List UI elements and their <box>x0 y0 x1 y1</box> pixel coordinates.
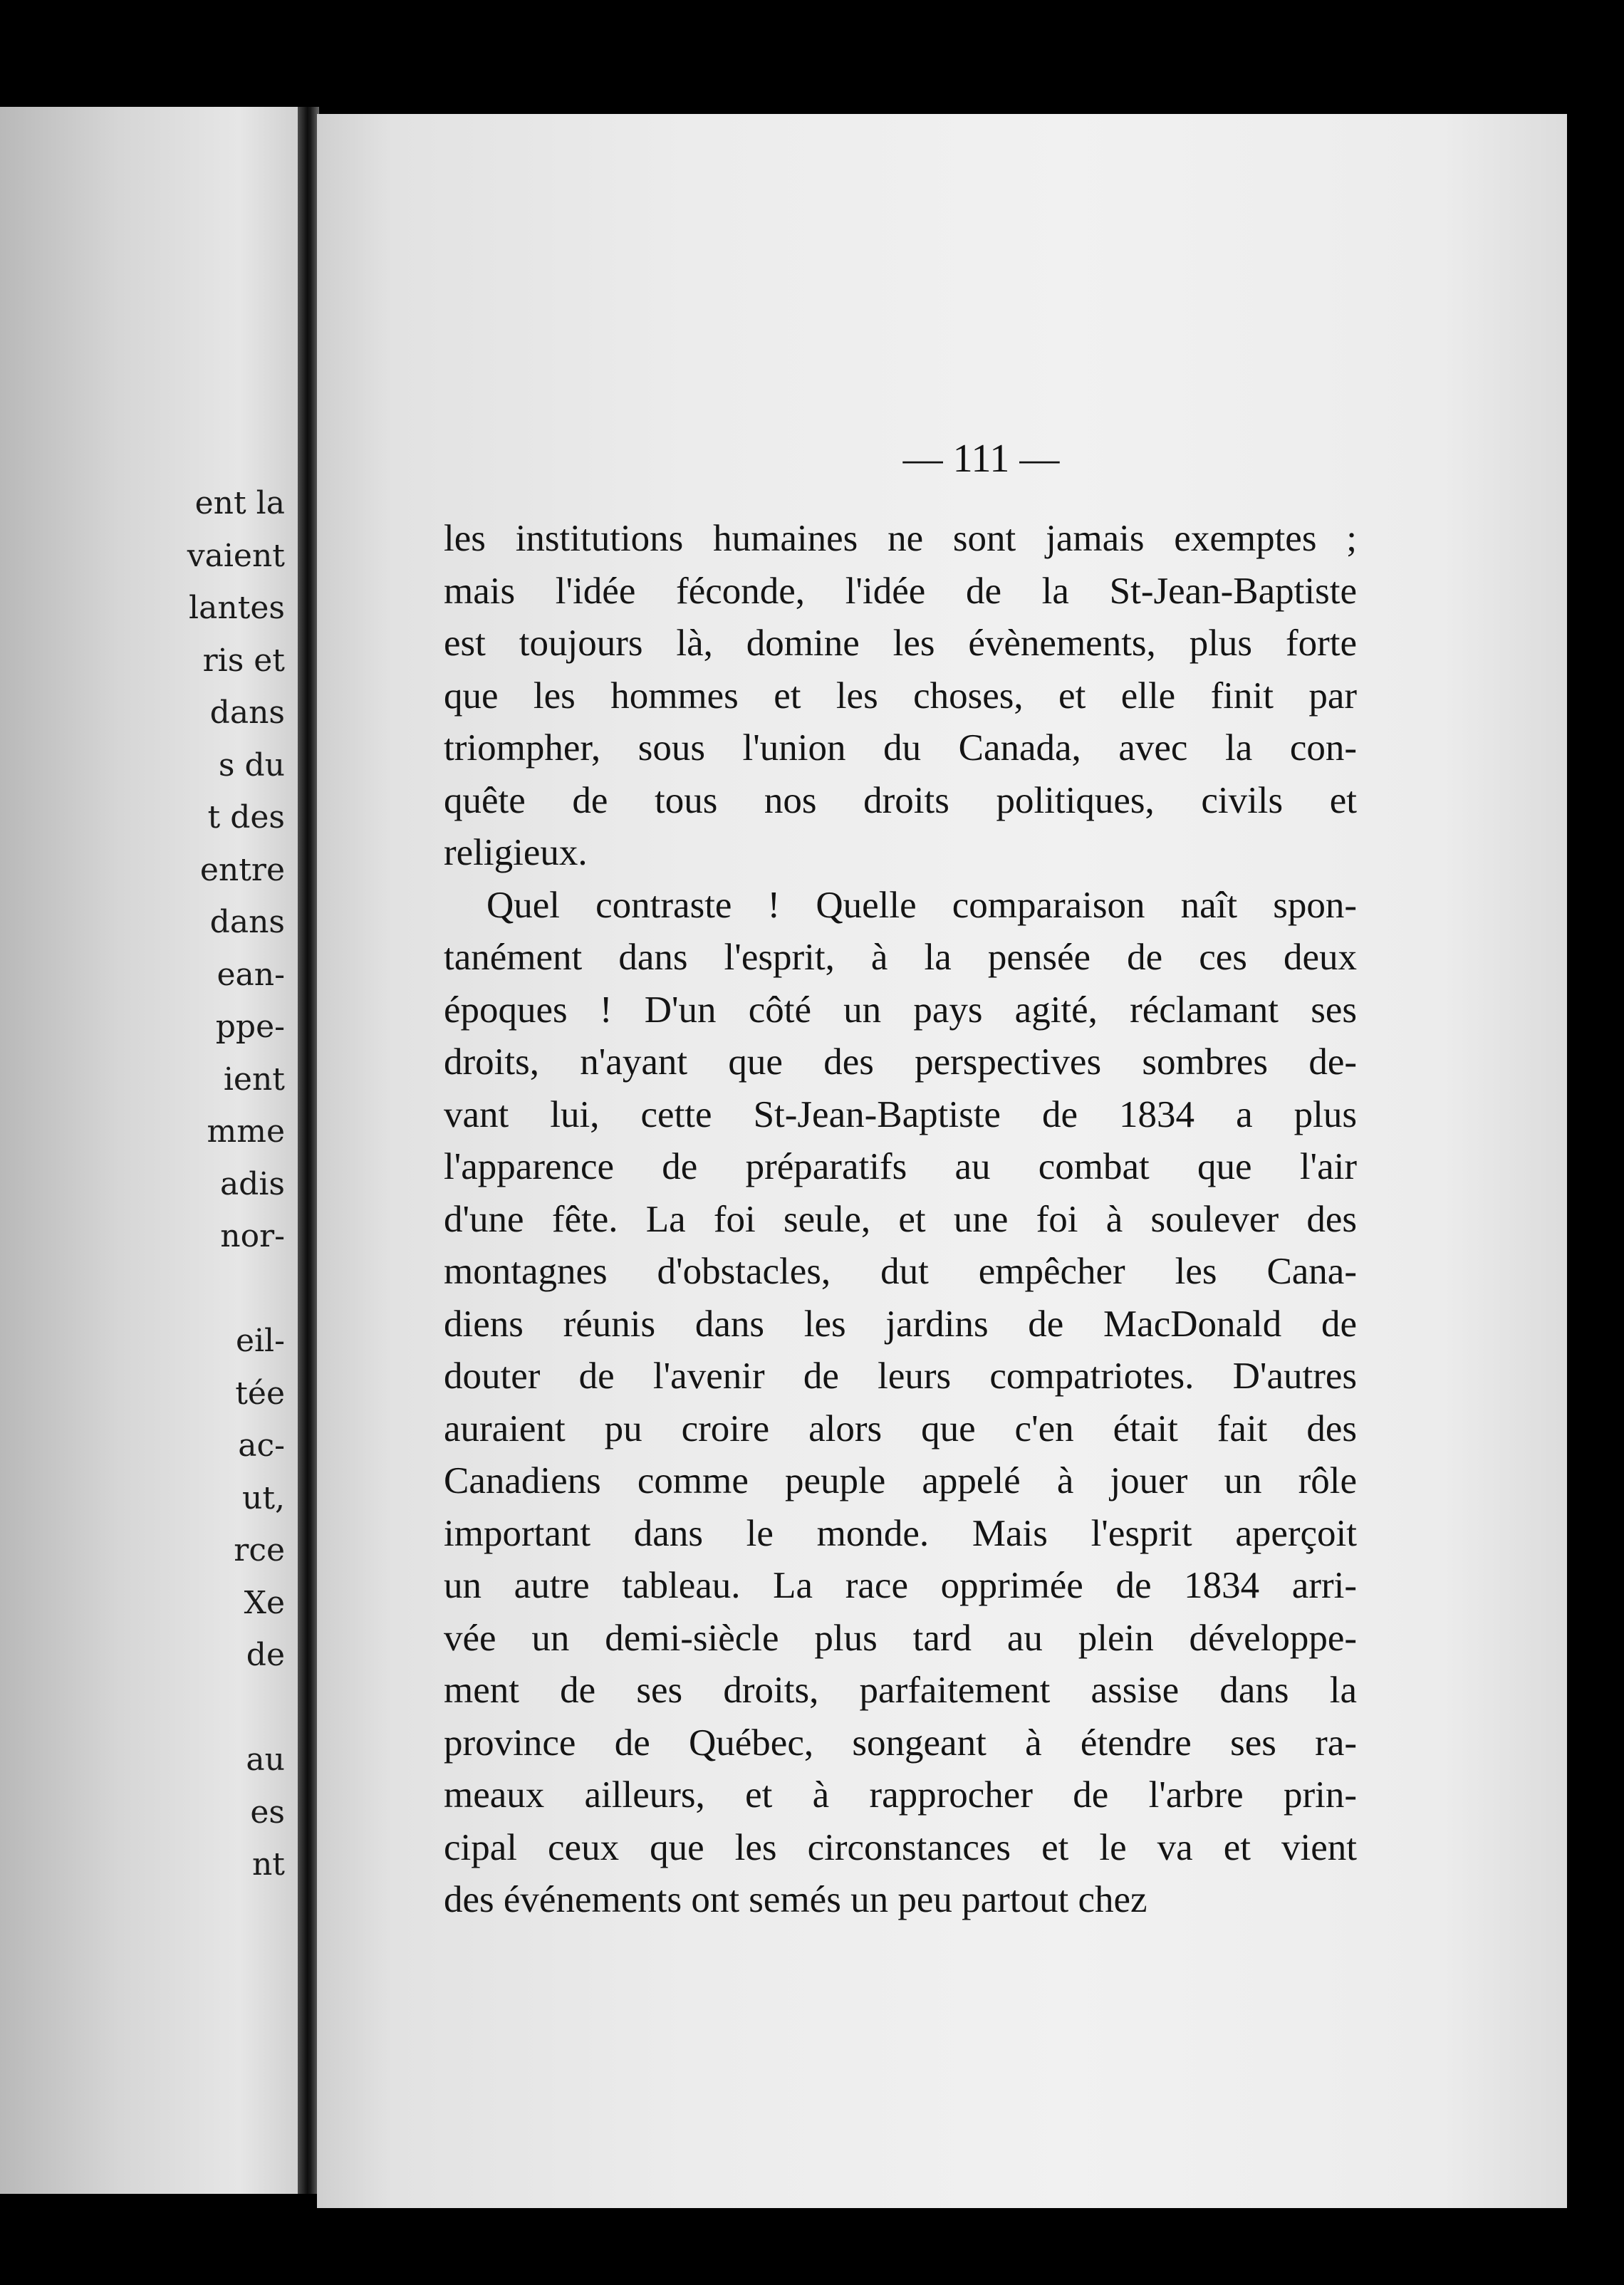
text-line: meaux ailleurs, et à rapprocher de l'arbre prin- <box>444 1774 1357 1816</box>
text-line: province de Québec, songeant à étendre ses ra- <box>444 1722 1357 1764</box>
previous-page-line: vaient <box>187 537 285 574</box>
text-line: est toujours là, domine les évènements, plus forte <box>444 623 1357 664</box>
previous-page-line: mme <box>207 1113 285 1150</box>
text-line: droits, n'ayant que des perspectives sombres de- <box>444 1041 1357 1083</box>
text-line: Quel contraste ! Quelle comparaison naît spon- <box>486 884 1357 926</box>
previous-page-line: t des <box>207 799 285 836</box>
page-number: — 111 — <box>902 437 1060 481</box>
previous-page-line: nor- <box>220 1218 285 1254</box>
previous-page-line: adis <box>219 1165 285 1202</box>
text-line: des événements ont semés un peu partout chez <box>444 1879 1147 1920</box>
previous-page-line: eil- <box>235 1323 285 1359</box>
page-body <box>444 513 1357 1927</box>
previous-page-fragment <box>0 107 299 2194</box>
text-line: époques ! D'un côté un pays agité, réclamant ses <box>444 989 1357 1031</box>
text-line: cipal ceux que les circonstances et le va et vient <box>444 1826 1357 1868</box>
previous-page-line: au <box>246 1742 285 1778</box>
previous-page-line <box>187 1682 285 1734</box>
book-gutter <box>298 107 319 2194</box>
previous-page-line: ient <box>223 1061 285 1098</box>
previous-page-line: ut, <box>241 1479 285 1516</box>
previous-page-line: ean- <box>217 956 285 993</box>
text-line: religieux. <box>444 832 588 873</box>
previous-page-line: ac- <box>238 1427 285 1464</box>
text-line: douter de l'avenir de leurs compatriotes. D'autres <box>444 1355 1357 1397</box>
paragraph <box>444 513 1357 880</box>
previous-page-line: Xe <box>244 1584 285 1621</box>
previous-page-line: dans <box>209 904 285 940</box>
text-line: les institutions humaines ne sont jamais exemptes ; <box>444 518 1357 559</box>
text-line: triompher, sous l'union du Canada, avec la con- <box>444 727 1357 769</box>
text-line: ment de ses droits, parfaitement assise dans la <box>444 1670 1357 1711</box>
text-line: l'apparence de préparatifs au combat que l'air <box>444 1146 1357 1187</box>
text-line: important dans le monde. Mais l'esprit aperçoit <box>444 1512 1357 1554</box>
paragraph <box>444 880 1357 1927</box>
previous-page-text <box>187 477 285 1891</box>
text-line: diens réunis dans les jardins de MacDonald de <box>444 1303 1357 1345</box>
text-line: vée un demi-siècle plus tard au plein développe- <box>444 1617 1357 1659</box>
previous-page-line: ris et <box>202 642 285 679</box>
previous-page-line: es <box>250 1794 285 1831</box>
previous-page-line: s du <box>218 746 285 784</box>
text-line: un autre tableau. La race opprimée de 1834 arri- <box>444 1565 1357 1606</box>
previous-page-line: dans <box>209 694 285 731</box>
text-line: quête de tous nos droits politiques, civils et <box>444 779 1357 821</box>
text-line: mais l'idée féconde, l'idée de la St-Jean-Baptiste <box>444 570 1357 612</box>
text-line: auraient pu croire alors que c'en était fait des <box>444 1407 1357 1449</box>
text-line: tanément dans l'esprit, à la pensée de ces deux <box>444 937 1357 978</box>
previous-page-line <box>187 1263 285 1316</box>
previous-page-line: lantes <box>189 590 285 626</box>
text-line: Canadiens comme peuple appelé à jouer un rôle <box>444 1460 1357 1501</box>
previous-page-line: ent la <box>194 485 285 521</box>
current-page <box>317 114 1567 2208</box>
text-line: que les hommes et les choses, et elle finit par <box>444 675 1357 717</box>
previous-page-line: entre <box>199 851 285 888</box>
previous-page-line: rce <box>234 1532 285 1568</box>
text-line: vant lui, cette St-Jean-Baptiste de 1834 a plus <box>444 1093 1357 1135</box>
previous-page-line: de <box>246 1637 285 1673</box>
text-line: d'une fête. La foi seule, et une foi à soulever des <box>444 1198 1357 1240</box>
previous-page-line: nt <box>251 1846 285 1883</box>
previous-page-line: tée <box>235 1375 285 1412</box>
previous-page-line: ppe- <box>215 1009 285 1045</box>
text-line: montagnes d'obstacles, dut empêcher les Cana- <box>444 1251 1357 1292</box>
